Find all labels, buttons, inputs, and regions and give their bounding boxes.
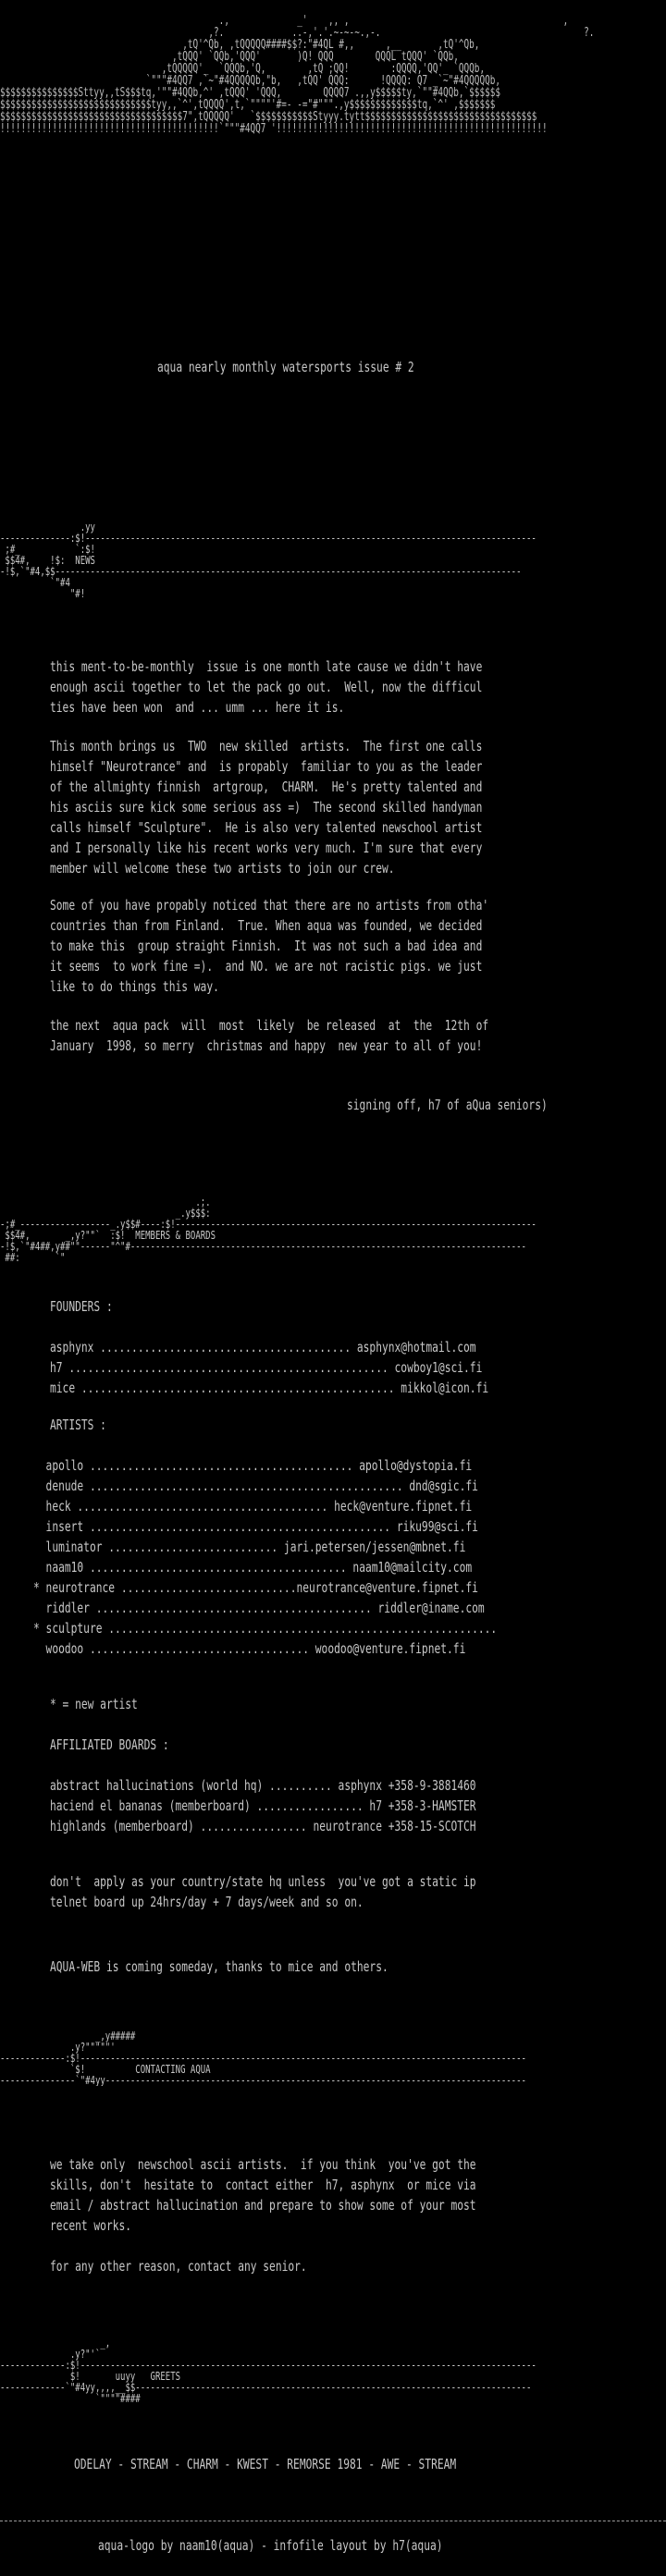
members-section-header-art: .;. _.y$$$: -;#_------------------_.y$$#----:$!------------------------------------------------------------------------ $$4#, _,y?""` :$! MEMBERS & BOARDS -!$,`"#4##,y##""------"^"#------------------------------------------------------------------------------- ##: `" — [0, 1196, 536, 1263]
news-paragraph: the next aqua pack will most likely be released at the 12th of January 1998, so merry christmas and happy new year to all of you! — [50, 1017, 489, 1054]
founders-label: FOUNDERS : — [50, 1298, 113, 1315]
news-signoff: signing off, h7 of aQua seniors) — [347, 1097, 548, 1113]
aqua-ascii-logo: ., _' ,, , , ,?. ..-,'.'.~-~-~.,-. ?. ,tQ'^Qb, ,tQQQQQ####$$?:"#4QL #,, ,__ ,tQ'^Qb, ,tQQQ' `QQb,'QQQ' )Q! QQQ QQQL tQQQ' `QQb, ,tQQQQQ'_ `QQQb,'Q, ,tQ ;QQ! :QQQQ,'QQ'_ `QQQb, `"""#4QQ7 ,`~"#4QQQQQb,"b, ,tQQ' QQQ: !QQQQ: Q7 _`~"#4QQQQQb, $$$$$$$$$$$$$$$Sttyy,,tS$$$tq,'""#4QQb,^' ,tQQQ' 'QQQ, QQQQ7 .,,y$$$$$ty,`""#4QQb,`$$$$$$ $$$$$$$$$$$$$$$$$$$$$$$$$$$$$tyy,,`^',tQQQQ',t,`""""'#=- -="#""".,y$$$$$$$$$$$$$tq,`^' ,$$$$$$$ $$$$$$$$$$$$$$$$$$$$$$$$$$$$$$$$$$$7",tQQQQQ' `$$$$$$$$$$$Styyy.tytt$$$$$$$$$$$$$$$$$$$$$$$$$$$$$$$$$ !!!!!!!!!!!!!!!!!!!!!!!!!!!!!!!!!!!!!!!!!!`"""#4QQ7 '!!!!!!!!!!!!!!!!!!!!!!!!!!!!!!!!!!!!!!!!!!!!!!!!!!!! — [0, 15, 595, 135]
artists-list: apollo .......................................... apollo@dystopia.fi denude .................................................. dnd@sgic.fi heck ........................................ heck@venture.fipnet.fi insert ................................................ riku99@sci.fi luminator ........................... jari.petersen/jessen@mbnet.fi naam10 ......................................... naam10@mailcity.com * neurotrance ............................neurotrance@venture.fipnet.fi riddler ............................................ riddler@iname.com * sculpture .............................................................. woodoo ................................... woodoo@venture.fipnet.fi — [33, 1457, 498, 1657]
greets-list: ODELAY - STREAM - CHARM - KWEST - REMORSE 1981 - AWE - STREAM — [74, 2456, 457, 2472]
contact-section-header-art: _,y##### .y?"""""' -------------:$!----------------------------------------------------------------------------------------- `$! CONTACTING AQUA ---------------`"#4yy------------------------------------------------------------------------------------ — [0, 2030, 526, 2086]
issue-title: aqua nearly monthly watersports issue # 2 — [157, 359, 414, 375]
artists-label: ARTISTS : — [50, 1417, 106, 1433]
contact-paragraph: we take only newschool ascii artists. if you think you've got the skills, don't hesitate to contact either h7, asphynx or mice via email / abstract hallucination and prepare to show some of your most recent works. — [50, 2156, 476, 2234]
new-artist-note: * = new artist — [50, 1696, 138, 1712]
apply-note: don't apply as your country/state hq unless you've got a static ip telnet board up 24hrs/day + 7 days/week and so on. — [50, 1873, 476, 1910]
footer-credits: aqua-logo by naam10(aqua) - infofile layout by h7(aqua) — [98, 2537, 443, 2554]
aqua-web-note: AQUA-WEB is coming someday, thanks to mice and others. — [50, 1958, 388, 1975]
news-section-header-art: .yy --------------:$!------------------------------------------------------------------------------------------ ;#_ `:$! $$4#, !$: NEWS -!$,`"#4,$$--------------------------------------------------------------------------------------------- `"#4 "#! — [0, 521, 536, 599]
greets-section-header-art: _, .y?"'` -------------:$!------------------------------------------------------------------------------------------- $! uuyy GREETS -------------`"#4yy,,,,__$$------------------------------------------------------------------------------- `""""#### — [0, 2337, 536, 2404]
affiliated-boards-list: abstract hallucinations (world hq) .......... asphynx +358-9-3881460 haciend el bananas (memberboard) ................. h7 +358-3-HAMSTER highlands (memberboard) ................. neurotrance +358-15-SCOTCH — [50, 1777, 476, 1834]
news-paragraph: This month brings us TWO new skilled artists. The first one calls himself "Neurotrance" and is propably familiar to you as the leader of the allmighty finnish artgroup, CHARM. He's pretty talented and his asciis sure kick some serious ass =) The second skilled handyman calls himself "Sculpture". He is also very talented newschool artist and I personally like his recent works very much. I'm sure that every member will welcome these two artists to join our crew. — [50, 738, 483, 877]
founders-list: asphynx ........................................ asphynx@hotmail.com h7 ................................................... cowboy1@sci.fi mice .................................................. mikkol@icon.fi — [50, 1339, 489, 1396]
contact-paragraph: for any other reason, contact any senior. — [50, 2258, 307, 2275]
news-paragraph: this ment-to-be-monthly issue is one month late cause we didn't have enough ascii together to let the pack go out. Well, now the difficul ties have been won and ... umm ... here it is. — [50, 658, 483, 716]
affiliated-boards-label: AFFILIATED BOARDS : — [50, 1736, 169, 1753]
news-paragraph: Some of you have propably noticed that there are no artists from otha' countries than from Finland. True. When aqua was founded, we decided to make this group straight Finnish. It was not such a bad idea and it seems to work fine =). and NO. we are not racistic pigs. we just like to do things this way. — [50, 897, 489, 995]
